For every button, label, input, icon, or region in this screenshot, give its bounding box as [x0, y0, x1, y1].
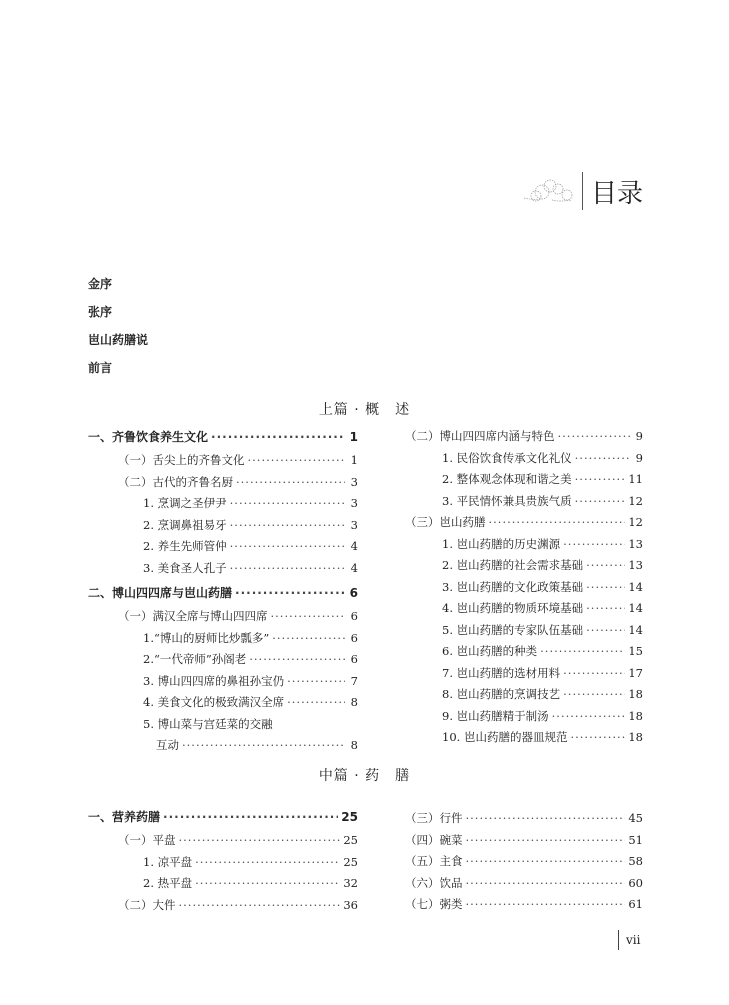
- toc-entry-page: 45: [628, 811, 643, 825]
- toc-entry-label: 互动: [156, 738, 179, 752]
- toc-entry[interactable]: [88, 897, 358, 919]
- front-matter-item[interactable]: 岜山药膳说: [88, 333, 149, 347]
- toc-entry-label: 1. 凉平盘: [143, 854, 193, 869]
- toc-entry-page: 25: [343, 833, 358, 847]
- toc-entry-page: 14: [628, 579, 643, 594]
- toc-entry-label: 3. 博山四四席的鼻祖孙宝仍: [143, 673, 285, 688]
- dot-leader: [179, 833, 341, 847]
- toc-entry-label: 二、博山四四席与岜山药膳: [88, 586, 233, 600]
- toc-entry-label: （二）大件: [118, 897, 176, 912]
- toc-entry-page: 7: [350, 673, 358, 688]
- toc-entry-page: 12: [628, 493, 643, 508]
- toc-entry-page: 4: [350, 539, 358, 553]
- toc-entry-label: （二）古代的齐鲁名厨: [118, 474, 233, 489]
- toc-entry-label: （四）碗菜: [405, 832, 463, 847]
- toc-entry-label: 2. 整体观念体现和谐之美: [442, 472, 572, 486]
- toc-entry-label: 7. 岜山药膳的选材用料: [442, 665, 561, 680]
- toc-entry[interactable]: [88, 495, 358, 517]
- dot-leader: [230, 518, 345, 532]
- toc-entry-page: 15: [628, 644, 643, 658]
- toc-entry-page: 3: [350, 474, 358, 489]
- toc-entry-page: 14: [628, 601, 643, 615]
- toc-entry-label: （一）平盘: [118, 833, 176, 847]
- toc-entry-page: 25: [341, 810, 358, 824]
- toc-entry-label: 4. 岜山药膳的物质环境基础: [442, 601, 584, 615]
- dot-leader: [287, 674, 345, 688]
- dot-leader: [563, 537, 625, 551]
- dot-leader: [230, 496, 345, 510]
- toc-entry-label: （五）主食: [405, 854, 463, 868]
- dot-leader: [179, 898, 341, 912]
- toc-column-left: [88, 808, 358, 918]
- dot-leader: [466, 897, 626, 911]
- toc-entry[interactable]: [405, 729, 643, 751]
- toc-entry-label: 2. 养生先师管仲: [143, 539, 227, 553]
- toc-entry[interactable]: [405, 810, 643, 832]
- page-number-divider: [618, 930, 619, 950]
- dot-leader: [558, 429, 631, 443]
- dot-leader: [195, 855, 340, 869]
- toc-entry-page: 61: [628, 897, 643, 911]
- toc-entry-page: 14: [628, 622, 643, 637]
- toc-entry[interactable]: [88, 673, 358, 695]
- toc-entry-page: 1: [350, 453, 358, 467]
- toc-entry-page: 13: [628, 558, 643, 572]
- toc-entry[interactable]: [405, 643, 643, 665]
- dot-leader: [489, 515, 626, 529]
- toc-entry[interactable]: [405, 557, 643, 579]
- toc-entry-label: 3. 美食圣人孔子: [143, 560, 227, 575]
- toc-entry-page: 6: [350, 609, 358, 623]
- toc-entry[interactable]: [405, 514, 643, 536]
- dot-leader: [466, 854, 626, 868]
- toc-entry-label: 5. 岜山药膳的专家队伍基础: [442, 622, 584, 637]
- dot-leader: [586, 580, 625, 594]
- dot-leader: [466, 833, 626, 847]
- toc-entry-label: （一）满汉全席与博山四四席: [118, 609, 268, 623]
- toc-entry-page: 9: [635, 429, 643, 443]
- toc-entry[interactable]: [88, 808, 358, 832]
- dot-leader: [248, 453, 346, 467]
- toc-entry[interactable]: [88, 875, 358, 897]
- toc-entry-label: （六）饮品: [405, 875, 463, 890]
- toc-entry[interactable]: [405, 832, 643, 854]
- toc-entry[interactable]: [88, 560, 358, 582]
- toc-entry-page: 12: [628, 515, 643, 529]
- toc-entry-page: 25: [343, 854, 358, 869]
- toc-entry-label: 3. 岜山药膳的文化政策基础: [442, 579, 584, 594]
- toc-entry-page: 1: [349, 430, 358, 444]
- toc-entry-page: 6: [350, 652, 358, 666]
- toc-entry-label: 1.“博山的厨师比炒瓢多”: [143, 630, 270, 645]
- part-heading: 中篇 · 药 膳: [318, 768, 411, 784]
- toc-entry-label: 4. 美食文化的极致满汉全席: [143, 695, 285, 709]
- toc-entry-label: 1. 民俗饮食传承文化礼仪: [442, 450, 572, 465]
- toc-entry[interactable]: [405, 450, 643, 472]
- toc-entry-page: 32: [343, 876, 358, 890]
- toc-entry-page: 17: [628, 665, 643, 680]
- dot-leader: [540, 644, 625, 658]
- toc-entry-label: （三）岜山药膳: [405, 515, 486, 529]
- dot-leader: [466, 811, 626, 825]
- toc-entry-page: 9: [635, 450, 643, 465]
- toc-entry[interactable]: [88, 651, 358, 673]
- toc-column-left: [88, 428, 358, 759]
- toc-entry-label: 10. 岜山药膳的器皿规范: [442, 730, 568, 744]
- toc-entry-page: 18: [628, 730, 643, 744]
- dot-leader: [271, 609, 346, 623]
- dot-leader: [182, 738, 345, 752]
- toc-entry-label: 6. 岜山药膳的种类: [442, 644, 538, 658]
- dot-leader: [236, 475, 345, 489]
- toc-entry[interactable]: [88, 630, 358, 652]
- toc-entry[interactable]: [88, 854, 358, 876]
- toc-entry[interactable]: [405, 536, 643, 558]
- dot-leader: [163, 810, 338, 824]
- toc-entry-label: （二）博山四四席内涵与特色: [405, 429, 555, 443]
- toc-entry[interactable]: [405, 493, 643, 515]
- dot-leader: [230, 561, 345, 575]
- cloud-ornament-icon: [522, 176, 577, 206]
- toc-entry[interactable]: [88, 716, 358, 738]
- toc-entry-label: 8. 岜山药膳的烹调技艺: [442, 687, 561, 701]
- toc-entry[interactable]: [88, 694, 358, 716]
- page-number: [618, 930, 640, 950]
- toc-entry-page: 13: [628, 536, 643, 551]
- toc-entry[interactable]: [88, 584, 358, 608]
- front-matter-item[interactable]: 张序: [88, 305, 113, 319]
- front-matter-item[interactable]: 前言: [88, 361, 113, 375]
- toc-entry-page: 11: [628, 472, 643, 486]
- dot-leader: [563, 666, 625, 680]
- dot-leader: [586, 558, 625, 572]
- dot-leader: [552, 709, 626, 723]
- toc-entry[interactable]: [88, 832, 358, 854]
- dot-leader: [575, 494, 626, 508]
- toc-entry-page: 6: [350, 630, 358, 645]
- toc-entry-label: （三）行件: [405, 811, 463, 825]
- dot-leader: [570, 730, 625, 744]
- dot-leader: [563, 687, 625, 701]
- toc-entry[interactable]: [88, 538, 358, 560]
- page-number-text: vii: [626, 933, 641, 947]
- toc-entry[interactable]: [405, 896, 643, 918]
- toc-column-right: [405, 428, 643, 751]
- toc-entry[interactable]: [88, 608, 358, 630]
- toc-entry-page: 18: [628, 687, 643, 701]
- toc-entry[interactable]: [88, 428, 358, 452]
- toc-entry-label: （一）舌尖上的齐鲁文化: [118, 453, 245, 467]
- toc-entry[interactable]: [88, 737, 358, 759]
- toc-entry-label: 2.“一代帝师”孙阁老: [143, 652, 247, 666]
- dot-leader: [195, 876, 340, 890]
- toc-entry-label: 2. 岜山药膳的社会需求基础: [442, 558, 584, 572]
- toc-entry-label: 3. 平民情怀兼具贵族气质: [442, 493, 572, 508]
- toc-entry[interactable]: [405, 875, 643, 897]
- toc-entry-page: 58: [628, 854, 643, 868]
- dot-leader: [575, 472, 626, 486]
- toc-entry-page: 18: [628, 708, 643, 723]
- toc-title: [582, 172, 643, 210]
- toc-entry-label: 2. 热平盘: [143, 876, 193, 890]
- toc-entry-label: 一、营养药膳: [88, 810, 161, 824]
- toc-entry[interactable]: [405, 686, 643, 708]
- toc-entry-label: 1. 烹调之圣伊尹: [143, 496, 227, 510]
- toc-entry-label: 一、齐鲁饮食养生文化: [88, 430, 209, 444]
- dot-leader: [249, 652, 345, 666]
- dot-leader: [287, 695, 345, 709]
- toc-entry-page: 36: [343, 897, 358, 912]
- toc-entry-label: 2. 烹调鼻祖易牙: [143, 517, 227, 532]
- toc-entry[interactable]: [405, 428, 643, 450]
- dot-leader: [272, 631, 345, 645]
- toc-entry[interactable]: [405, 665, 643, 687]
- toc-entry[interactable]: [405, 853, 643, 875]
- toc-entry-page: 51: [628, 832, 643, 847]
- toc-entry-page: 4: [350, 560, 358, 575]
- dot-leader: [466, 876, 626, 890]
- toc-entry[interactable]: [88, 517, 358, 539]
- dot-leader: [586, 601, 625, 615]
- toc-entry-label: 5. 博山菜与宫廷菜的交融: [143, 716, 273, 731]
- dot-leader: [586, 623, 625, 637]
- toc-entry-page: 60: [628, 875, 643, 890]
- toc-entry-page: 3: [350, 517, 358, 532]
- toc-entry-page: 8: [350, 738, 358, 752]
- toc-entry[interactable]: [405, 600, 643, 622]
- toc-entry[interactable]: [88, 474, 358, 496]
- toc-entry[interactable]: [405, 579, 643, 601]
- toc-entry-label: 1. 岜山药膳的历史渊源: [442, 536, 561, 551]
- toc-entry[interactable]: [405, 708, 643, 730]
- part-heading: 上篇 · 概 述: [318, 402, 411, 418]
- dot-leader: [575, 451, 630, 465]
- toc-entry-page: 8: [350, 695, 358, 709]
- toc-entry[interactable]: [405, 622, 643, 644]
- dot-leader: [230, 539, 345, 553]
- toc-entry[interactable]: [88, 452, 358, 474]
- dot-leader: [211, 430, 345, 444]
- front-matter-item[interactable]: 金序: [88, 277, 113, 291]
- toc-entry-label: （七）粥类: [405, 897, 463, 911]
- toc-entry-page: 6: [349, 586, 358, 600]
- title-divider: [582, 172, 583, 210]
- toc-title-text: 目录: [591, 178, 644, 209]
- toc-entry[interactable]: [405, 471, 643, 493]
- dot-leader: [235, 586, 345, 600]
- toc-entry-label: 9. 岜山药膳精于制汤: [442, 708, 549, 723]
- toc-column-right: [405, 810, 643, 918]
- toc-entry-page: 3: [350, 496, 358, 510]
